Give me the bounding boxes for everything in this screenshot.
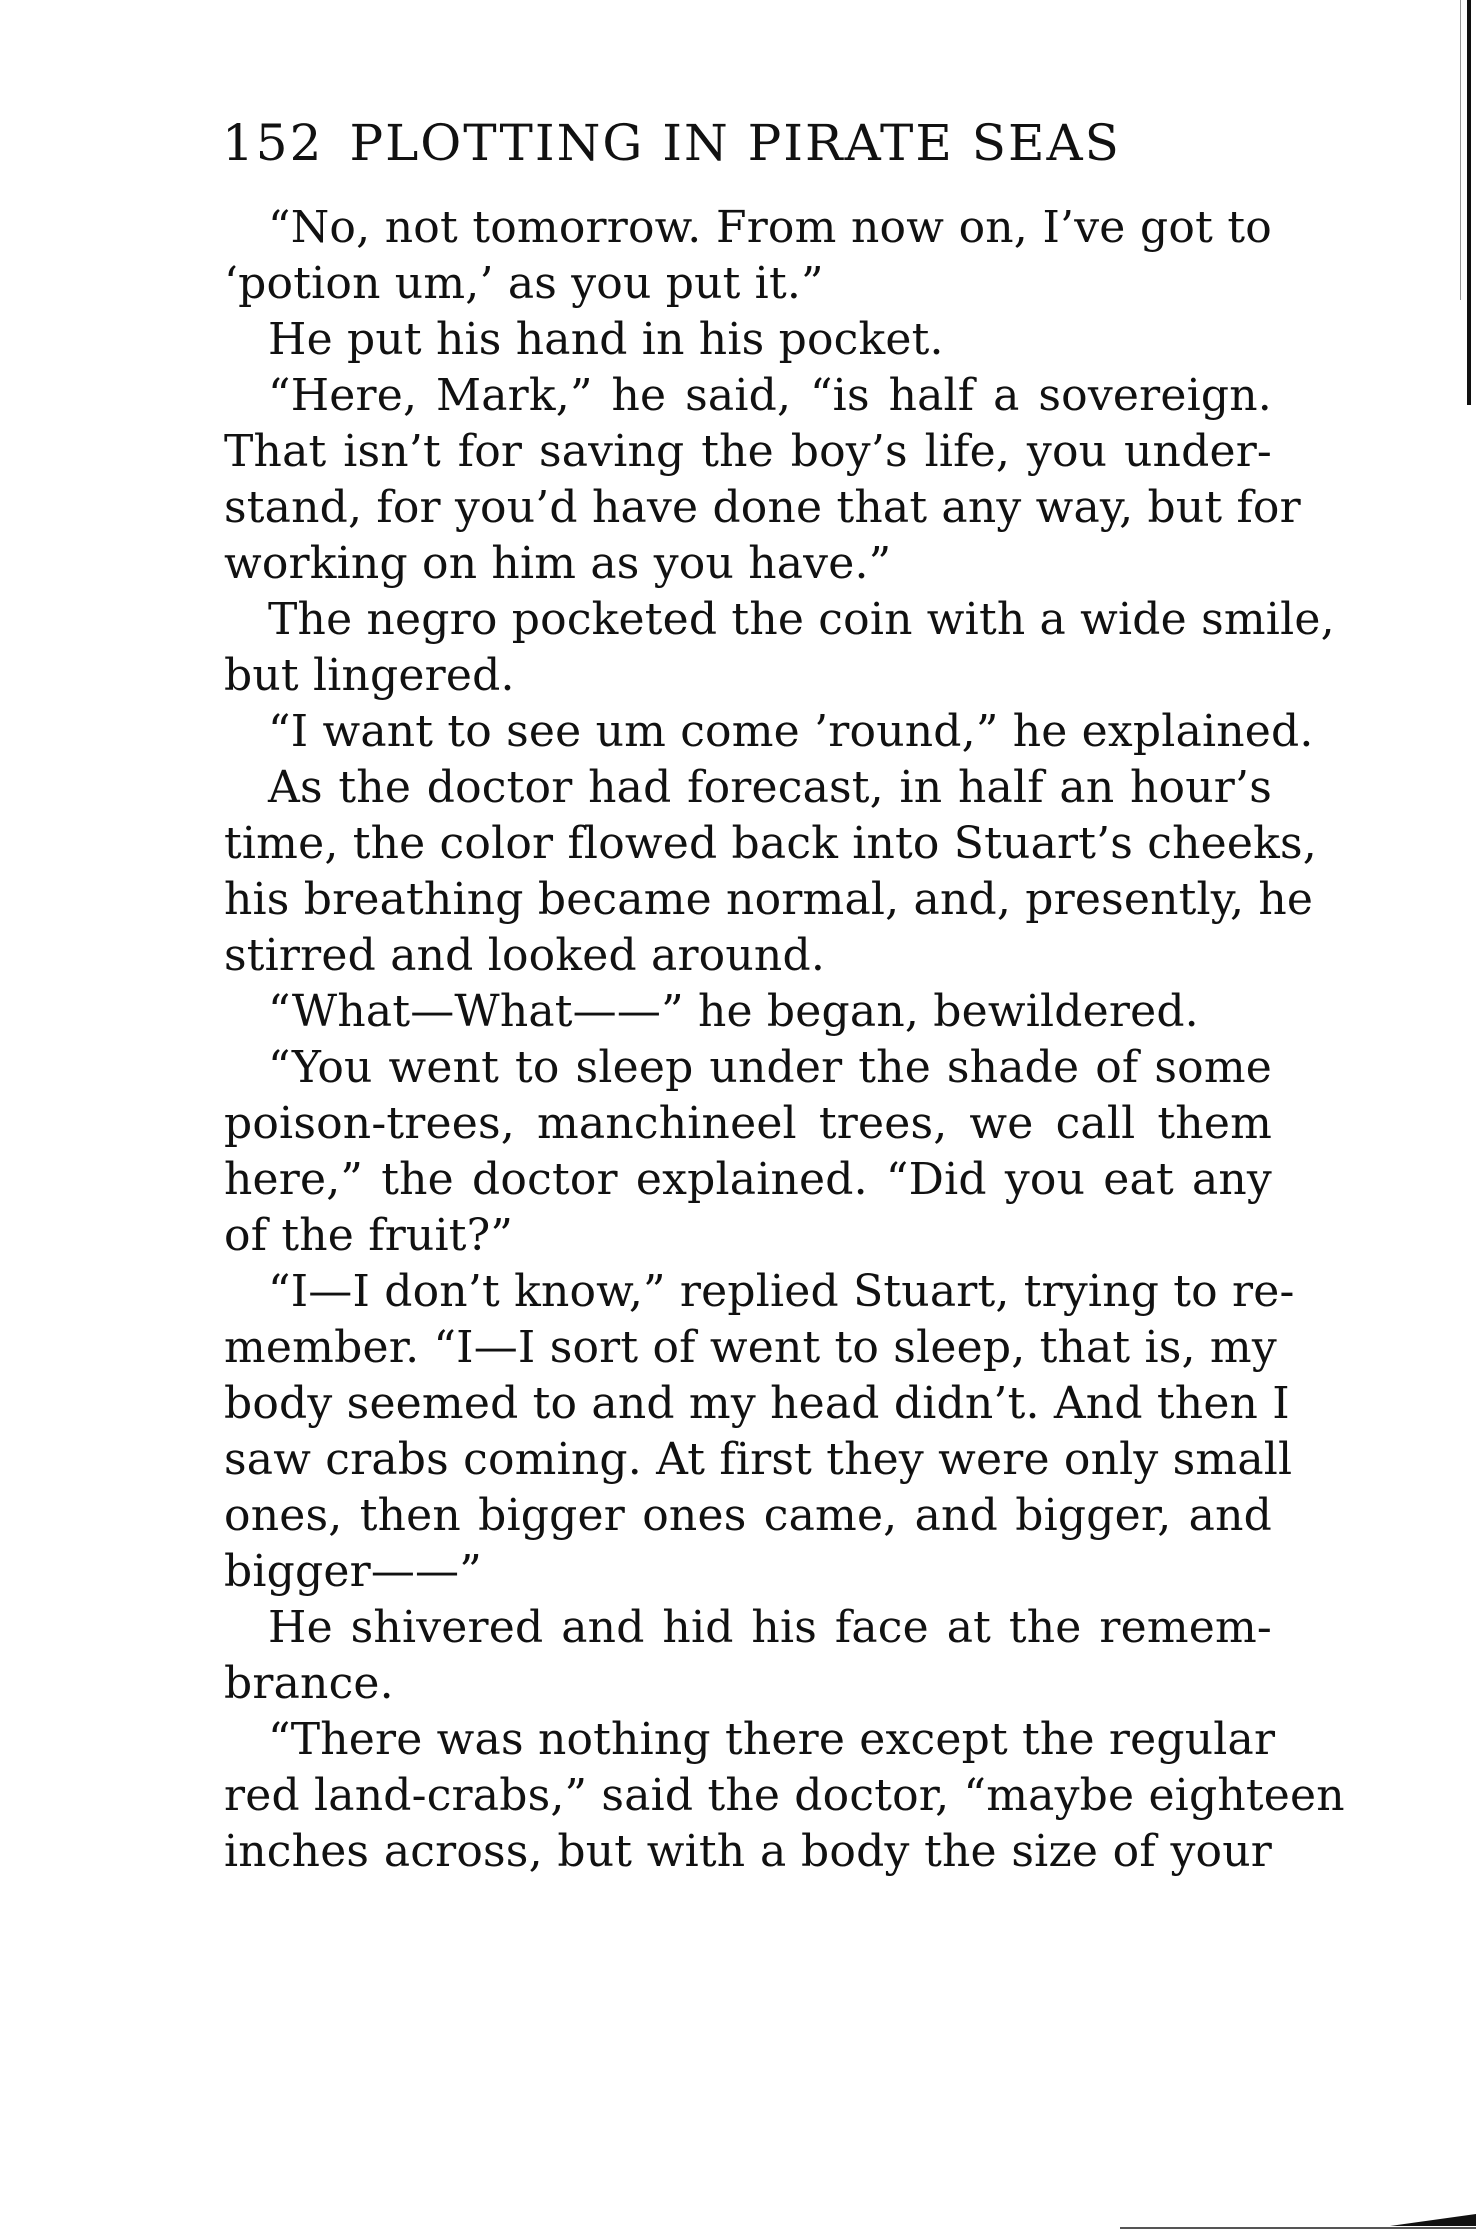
text-line: He shivered and hid his face at the remem-	[268, 1602, 1272, 1653]
text-line: “What—What——” he began, bewildered.	[268, 986, 1199, 1037]
text-line: member. “I—I sort of went to sleep, that is, my	[224, 1322, 1277, 1373]
running-header	[222, 114, 1121, 172]
text-line: here,” the doctor explained. “Did you eat any	[224, 1154, 1272, 1205]
text-line: The negro pocketed the coin with a wide smile,	[268, 594, 1335, 645]
text-line: “I—I don’t know,” replied Stuart, trying to re-	[268, 1266, 1295, 1317]
text-line: body seemed to and my head didn’t. And then I	[224, 1378, 1290, 1429]
text-line: poison-trees, manchineel trees, we call them	[224, 1098, 1272, 1149]
text-line: saw crabs coming. At first they were only small	[224, 1434, 1293, 1485]
text-line: “There was nothing there except the regular	[268, 1714, 1276, 1765]
text-line: “No, not tomorrow. From now on, I’ve got to	[268, 202, 1272, 253]
scan-bottom-mark	[1390, 2214, 1476, 2226]
text-line: time, the color flowed back into Stuart’s cheeks,	[224, 818, 1317, 869]
body-text	[224, 200, 1345, 1880]
text-line: working on him as you have.”	[224, 538, 892, 589]
text-line: stand, for you’d have done that any way, but for	[224, 482, 1301, 533]
text-line: bigger——”	[224, 1546, 482, 1597]
text-line: but lingered.	[224, 650, 515, 701]
text-line: stirred and looked around.	[224, 930, 826, 981]
scan-edge-shadow	[1460, 0, 1461, 300]
text-line: red land-crabs,” said the doctor, “maybe eighteen	[224, 1770, 1345, 1821]
text-line: ones, then bigger ones came, and bigger, and	[224, 1490, 1272, 1541]
text-line: of the fruit?”	[224, 1210, 514, 1261]
text-line: He put his hand in his pocket.	[268, 314, 944, 365]
scan-edge-mark	[1467, 0, 1471, 405]
text-line: That isn’t for saving the boy’s life, you under-	[224, 426, 1272, 477]
text-line: his breathing became normal, and, presently, he	[224, 874, 1314, 925]
scan-bottom-rule	[1120, 2227, 1476, 2229]
text-line: As the doctor had forecast, in half an hour’s	[268, 762, 1272, 813]
text-line: ‘potion um,’ as you put it.”	[224, 258, 824, 309]
text-line: “I want to see um come ’round,” he explained.	[268, 706, 1314, 757]
text-line: brance.	[224, 1658, 394, 1709]
running-title: PLOTTING IN PIRATE SEAS	[349, 114, 1121, 172]
text-line: “You went to sleep under the shade of some	[268, 1042, 1272, 1093]
page-number: 152	[222, 114, 324, 172]
text-line: “Here, Mark,” he said, “is half a sovereign.	[268, 370, 1272, 421]
text-line: inches across, but with a body the size of your	[224, 1826, 1272, 1877]
